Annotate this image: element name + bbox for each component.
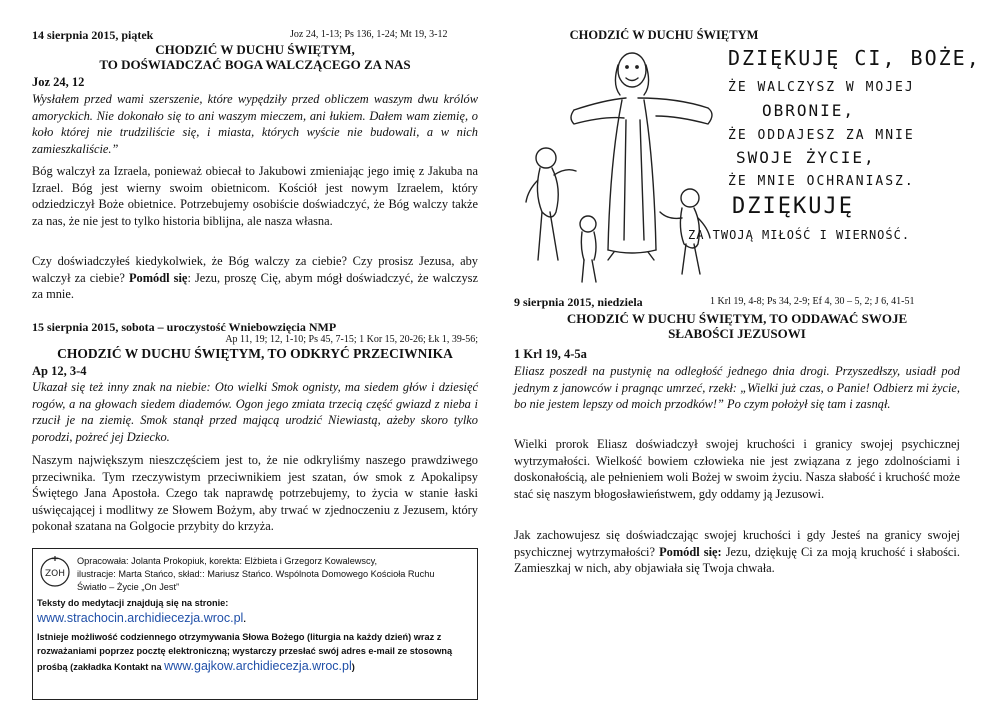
aug9-question: Jak zachowujesz się doświadczając swojej kruchości i gdy Jesteś na granicy swojej psychicznej wytrzymałości?: [514, 528, 960, 559]
aug9-body-2: [514, 527, 960, 577]
hand-line-7: DZIĘKUJĘ: [732, 194, 854, 219]
christ-illustration: [514, 40, 744, 295]
info-line-1: Istnieje możliwość codziennego otrzymywania Słowa Bożego (liturgia na każdy dzień) wraz z: [37, 632, 442, 642]
hand-line-4: ŻE ODDAJESZ ZA MNIE: [728, 128, 915, 143]
credits-line-1: Opracowała: Jolanta Prokopiuk, korekta: Elżbieta i Grzegorz Kowalewscy,: [77, 556, 378, 566]
aug15-scripture-ref: Ap 12, 3-4: [32, 364, 87, 378]
aug9-title-1: CHODZIĆ W DUCHU ŚWIĘTYM, TO ODDAWAĆ SWOJE: [566, 311, 908, 326]
aug14-body-1: Bóg walczył za Izraela, ponieważ obiecał to Jakubowi zmieniając jego imię z Jakuba na Izrael. Bóg jest wierny swoim obietnicom. Kościół jest nowym Izraelem, który odziedziczył Boże obietnice. Potrzebujemy osobiście doświadczyć, że Bóg walczy także za nas, że nie jest to tylko historia biblijna, ale nasza własna.: [32, 164, 478, 228]
hand-line-1: DZIĘKUJĘ CI, BOŻE,: [728, 46, 981, 70]
aug15-header: [32, 320, 478, 335]
gajkow-link[interactable]: www.gajkow.archidiecezja.wroc.pl: [164, 659, 352, 673]
aug9-pray-label: Pomódl się:: [659, 544, 722, 559]
aug14-body-2: [32, 253, 478, 303]
credits-line-2: ilustracje: Marta Stańco, skład:: Mariusz Stańco. Wspólnota Domowego Kościoła Ruchu: [77, 569, 435, 579]
aug14-refs: Joz 24, 1-13; Ps 136, 1-24; Mt 19, 3-12: [290, 29, 448, 40]
aug15-quote: Ukazał się też inny znak na niebie: Oto wielki Smok ognisty, ma siedem głów i dziesięć rogów, a na głowach siedem diademów. Ogon jego zmiata trzecią część gwiazd z nieba i rzucił je na ziemię. Smok stanął przed mającą urodzić Niewiastą, ażeby skoro tylko porodzi, pożreć jej Dziecko.: [32, 380, 478, 444]
aug14-header: [32, 28, 478, 43]
aug14-pray-label: Pomódl się: [128, 270, 188, 285]
aug14-prayer: : Jezu, proszę Cię, abym mógł doświadczyć, że walczysz za mnie.: [32, 270, 478, 301]
info-line-2: rozważaniami poprzez pocztę elektroniczną; wystarczy przesłać swój adres e-mail ze stosowną: [37, 646, 453, 656]
aug9-scripture-ref: 1 Krl 19, 4-5a: [514, 347, 587, 361]
footer-box: [32, 548, 478, 700]
hand-line-2: ŻE WALCZYSZ W MOJEJ: [728, 80, 915, 95]
aug14-question: Czy doświadczyłeś kiedykolwiek, że Bóg walczy za ciebie? Czy prosisz Jezusa, aby walczył za ciebie?: [32, 254, 478, 285]
credits: [77, 555, 471, 594]
aug15-refs: Ap 11, 19; 12, 1-10; Ps 45, 7-15; 1 Kor 15, 20-26; Łk 1, 39-56;: [225, 334, 478, 345]
info-line-3: [37, 660, 473, 674]
info-line-3-text: prośbą (zakładka Kontakt na: [37, 662, 165, 672]
aug9-header: [514, 295, 960, 310]
aug14-title-1: CHODZIĆ W DUCHU ŚWIĘTYM,: [155, 42, 355, 57]
aug15-title: CHODZIĆ W DUCHU ŚWIĘTYM, TO ODKRYĆ PRZECIWNIKA: [57, 346, 453, 361]
aug14-quote: Wysłałem przed wami szerszenie, które wypędziły przed obliczem waszym dwu królów amoryckich. Nie dokonało się to ani waszym mieczem, ani łukiem. Dałem wam ziemię, o koło której nie trudziliście się, i miasta, których wyście nie budowali, a w nich zamieszkaliście.”: [32, 92, 478, 156]
aug9-body-1: Wielki prorok Eliasz doświadczył swojej kruchości i granicy swojej psychicznej wytrzymałości. Wielkość bowiem człowieka nie jest związana z jego zdolnościami i doskonałością, ale pełnieniem woli Bożej w swoim życiu. Nasza słabość i kruchość może stać się naszym błogosławieństwem, gdy oddamy ją Jezusowi.: [514, 437, 960, 501]
credits-line-3: Światło – Życie „On Jest”: [77, 582, 180, 592]
aug9-prayer: Jezu, dziękuję Ci za moją kruchość i słabości. Zamieszkaj w nich, aby objawiała się Twoja chwała.: [514, 544, 960, 575]
aug9-title-2: SŁABOŚCI JEZUSOWI: [668, 326, 806, 341]
aug14-scripture-ref: Joz 24, 12: [32, 75, 85, 89]
hand-line-8: ZA TWOJĄ MIŁOŚĆ I WIERNOŚĆ.: [688, 228, 911, 242]
aug14-date: 14 sierpnia 2015, piątek: [32, 28, 154, 42]
right-header: CHODZIĆ W DUCHU ŚWIĘTYM: [569, 28, 759, 42]
hand-line-3: OBRONIE,: [762, 101, 856, 120]
aug15-date: 15 sierpnia 2015, sobota – uroczystość Wniebowzięcia NMP: [32, 320, 337, 334]
hand-line-6: ŻE MNIE OCHRANIASZ.: [728, 174, 915, 189]
aug9-quote: Eliasz poszedł na pustynię na odległość jednego dnia drogi. Przyszedłszy, usiadł pod jednym z janowców i pragnąc umrzeć, rzekł: „Wielki już czas, o Panie! Odbierz mi życie, bo nie jestem lepszy od moich przodków!” Po czym położył się tam i zasnął.: [514, 364, 960, 411]
aug9-date: 9 sierpnia 2015, niedziela: [514, 295, 643, 309]
community-logo-icon: [39, 555, 71, 591]
strachocin-link[interactable]: www.strachocin.archidiecezja.wroc.pl: [37, 611, 244, 625]
aug15-body: Naszym największym nieszczęściem jest to, że nie odkryliśmy naszego prawdziwego przeciwnika. Tym rzeczywistym przeciwnikiem jest szatan, ów smok z Apokalipsy Świętego Jana Apostoła. Czego tak naprawdę potrzebujemy, to życia w stanie łaski uświęcającej i modlitwy ze Słowem Bożym, aby trwać w zjednoczeniu z Jezusem, który pokonał szatana na Golgocie przybity do krzyża.: [32, 453, 478, 533]
link-line-1: [37, 612, 473, 626]
logo-text: ZOH: [44, 569, 66, 579]
link1-suffix: .: [243, 614, 246, 624]
hand-line-5: SWOJE ŻYCIE,: [736, 148, 876, 167]
texts-label: Teksty do medytacji znajdują się na stronie:: [37, 598, 229, 608]
aug9-refs: 1 Krl 19, 4-8; Ps 34, 2-9; Ef 4, 30 – 5, 2; J 6, 41-51: [710, 296, 915, 307]
info-line-3-suffix: ): [351, 662, 355, 672]
aug14-title-2: TO DOŚWIADCZAĆ BOGA WALCZĄCEGO ZA NAS: [99, 57, 411, 72]
